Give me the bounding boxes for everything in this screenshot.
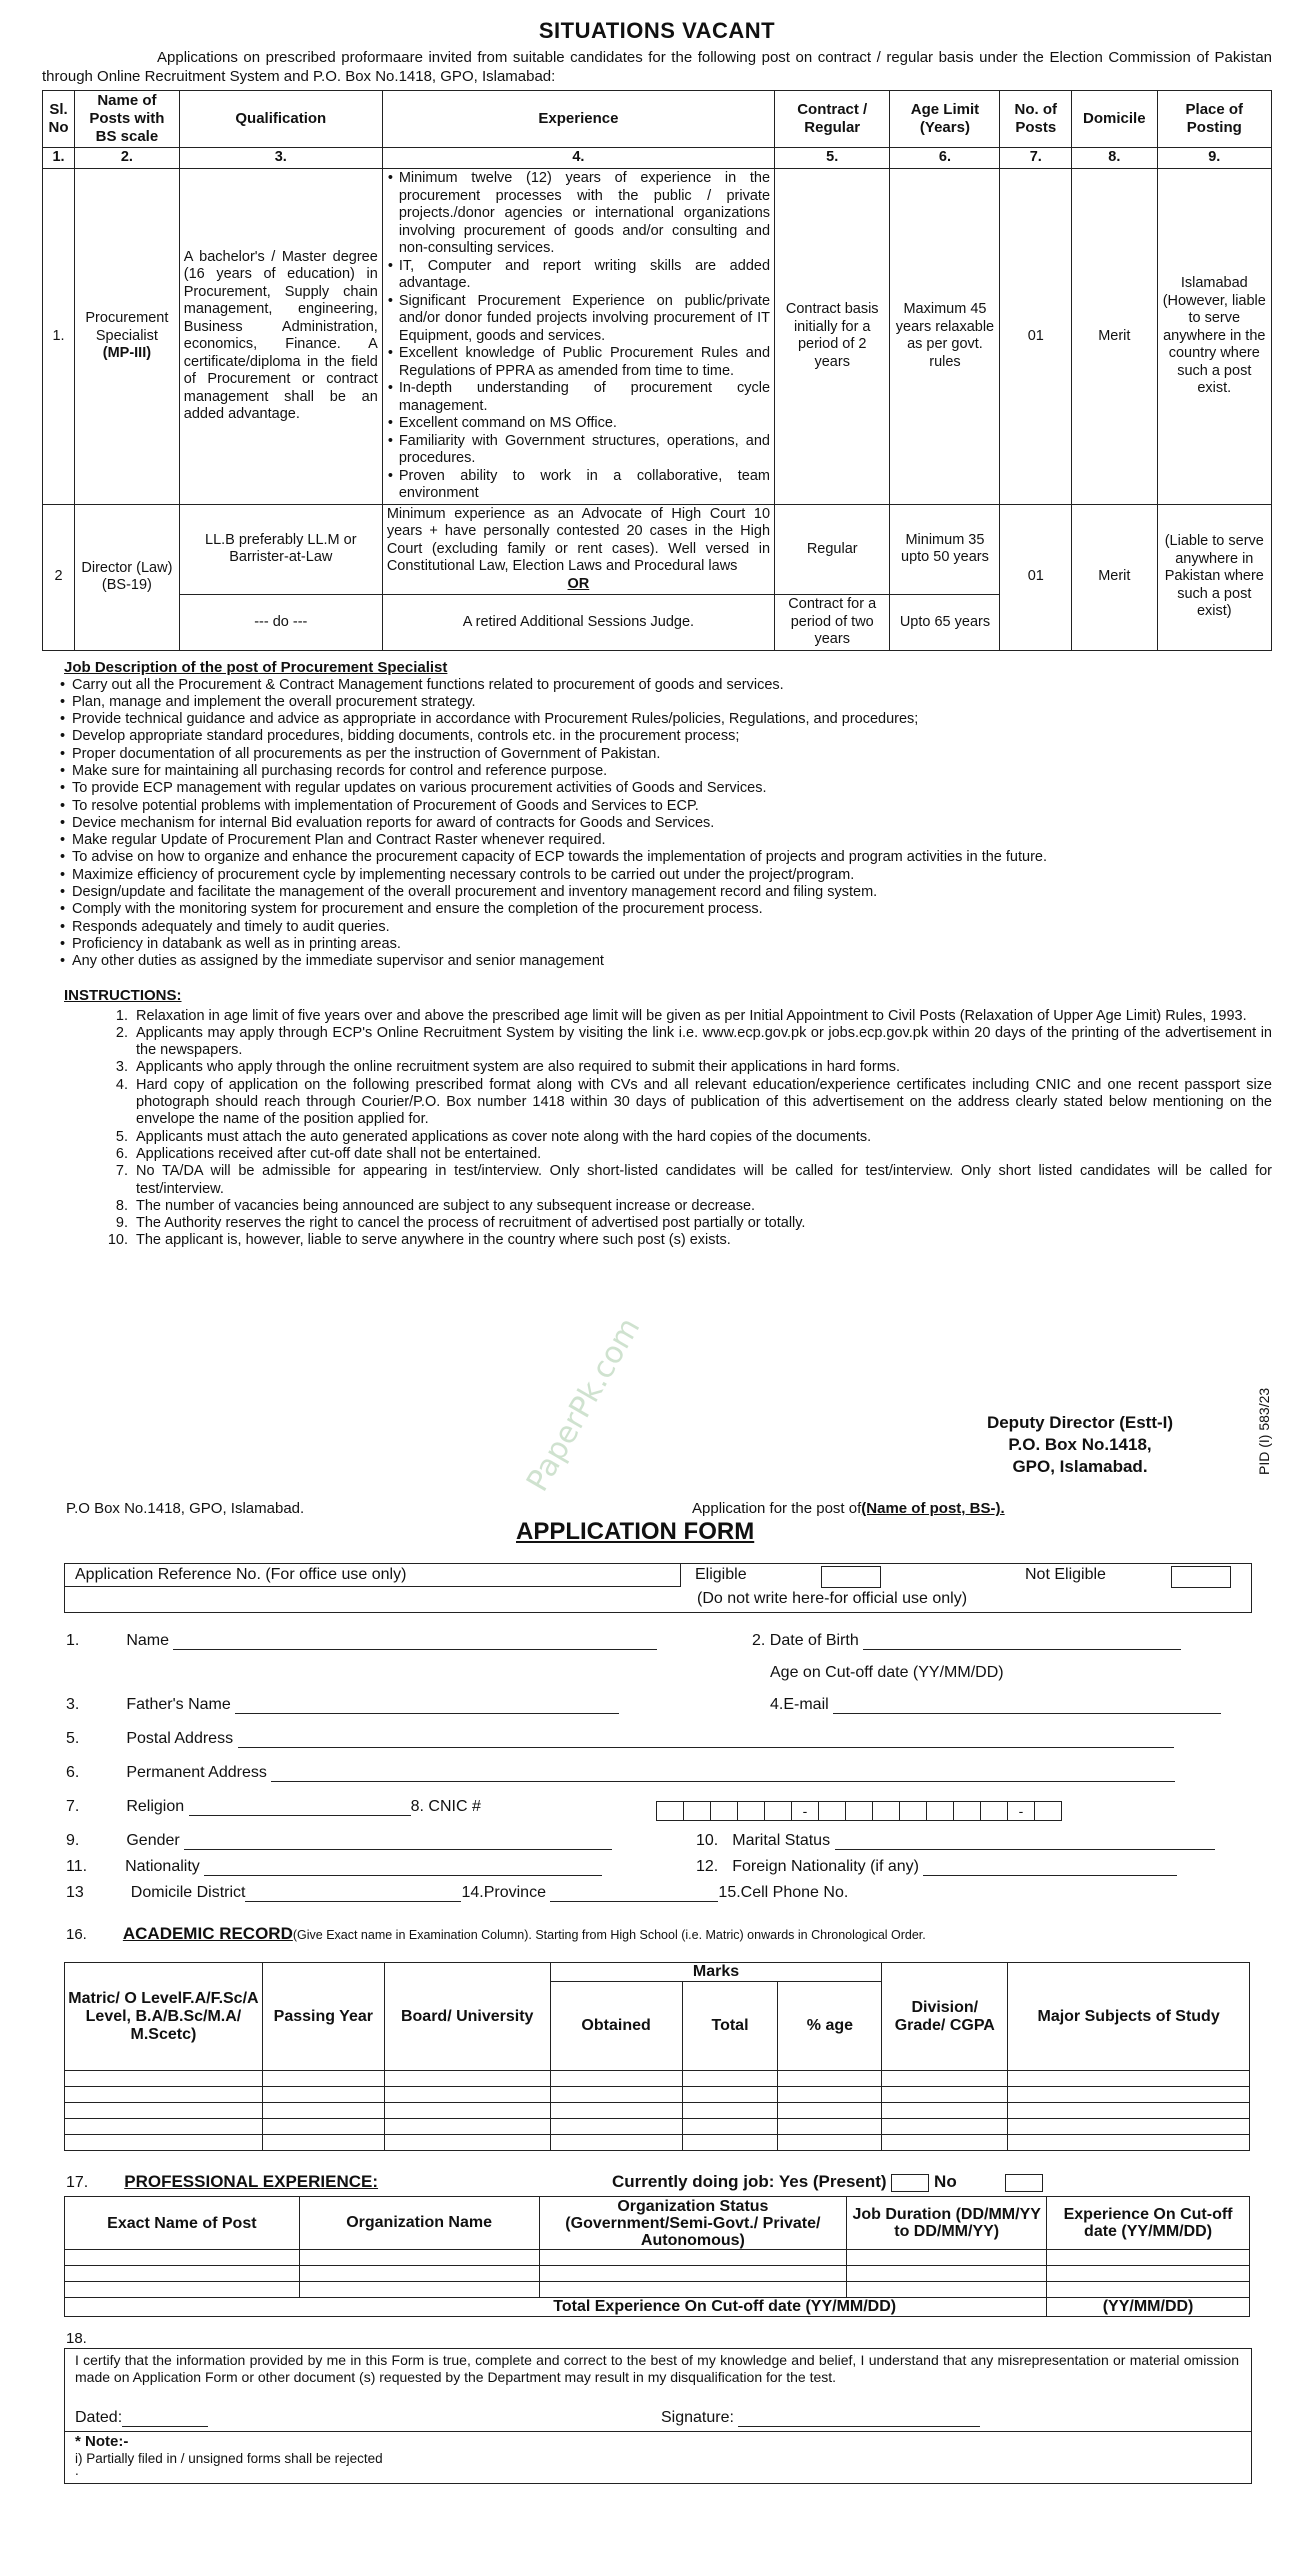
- cnic-digit-box[interactable]: [900, 1801, 927, 1821]
- field-father: [66, 1696, 619, 1714]
- watermark: PaperPk.com: [520, 1311, 648, 1498]
- dob-label: Date of Birth: [769, 1632, 859, 1649]
- instruction-item: 6. Applications received after cut-off date shall not be entertained.: [132, 1146, 1272, 1163]
- prof-header-duration: Job Duration (DD/MM/YY to DD/MM/YY): [847, 2197, 1047, 2250]
- currently-label: Currently doing job: Yes (Present): [612, 2172, 887, 2191]
- col-number: 6.: [890, 148, 1000, 169]
- experience-item: • Excellent knowledge of Public Procurement Rules and Regulations of PPRA as amended from time to time.: [399, 345, 770, 380]
- row1-post-scale: (MP-III): [102, 345, 152, 361]
- job-description-title: Job Description of the post of Procurement Specialist: [64, 658, 448, 676]
- foreign-input[interactable]: [923, 1861, 1177, 1876]
- marks-percentage: % age: [778, 1982, 882, 2071]
- jd-item: • Comply with the monitoring system for procurement and ensure the completion of the procurement process.: [64, 901, 1272, 918]
- prof-header-experience: Experience On Cut-off date (YY/MM/DD): [1047, 2197, 1250, 2250]
- header-domicile: Domicile: [1072, 91, 1157, 148]
- cnic-digit-box[interactable]: [711, 1801, 738, 1821]
- ref-label: Application Reference No. (For office use only): [75, 1566, 407, 1583]
- dob-input[interactable]: [863, 1635, 1181, 1650]
- field-number: 11.: [66, 1858, 88, 1875]
- professional-header-row: [65, 2197, 1250, 2250]
- row1-post-name: Procurement Specialist: [85, 310, 169, 344]
- no-checkbox[interactable]: [1005, 2174, 1043, 2192]
- cell-label: Cell Phone No.: [740, 1884, 849, 1901]
- row1-qualification: A bachelor's / Master degree (16 years of education) in Procurement, Supply chain management, engineering, Business Administration, economics, Finance. A certificate/diploma in the field of Procurement or contract management shall be an added advantage.: [179, 169, 382, 505]
- jd-item: • Maximize efficiency of procurement cycle by implementing necessary controls to be carried out under the project/program.: [64, 867, 1272, 884]
- professional-empty-row[interactable]: [65, 2282, 1250, 2298]
- jd-item: • Proficiency in databank as well as in printing areas.: [64, 936, 1272, 953]
- cnic-input-boxes[interactable]: [656, 1801, 1062, 1821]
- col-number: 8.: [1072, 148, 1157, 169]
- prof-header-post: Exact Name of Post: [65, 2197, 300, 2250]
- row1-domicile: Merit: [1072, 169, 1157, 505]
- email-label: E-mail: [783, 1696, 829, 1713]
- academic-empty-row[interactable]: [65, 2087, 1250, 2103]
- currently-doing-job: [612, 2172, 1043, 2192]
- jd-item: • To advise on how to organize and enhance the procurement capacity of ECP towards the implementation of projects and program activities in the future.: [64, 849, 1272, 866]
- professional-heading: [66, 2172, 378, 2192]
- row2-contract: Regular: [775, 504, 890, 595]
- cnic-digit-box[interactable]: [656, 1801, 684, 1821]
- header-sl: Sl. No: [43, 91, 75, 148]
- instruction-item: 5. Applicants must attach the auto generated applications as cover note along with the hard copies of the documents.: [132, 1129, 1272, 1146]
- cnic-label: CNIC #: [428, 1798, 481, 1815]
- row1-posts: 01: [1000, 169, 1072, 505]
- yes-checkbox[interactable]: [891, 2174, 929, 2192]
- email-input[interactable]: [833, 1699, 1221, 1714]
- domicile-input[interactable]: [245, 1887, 461, 1902]
- col-number: 3.: [179, 148, 382, 169]
- academic-table: [64, 1962, 1250, 2151]
- row2-experience-alt: A retired Additional Sessions Judge.: [382, 595, 774, 651]
- field-permanent: [66, 1764, 1175, 1782]
- cnic-digit-box[interactable]: [927, 1801, 954, 1821]
- header-experience: Experience: [382, 91, 774, 148]
- row2-age-alt: Upto 65 years: [890, 595, 1000, 651]
- academic-empty-row[interactable]: [65, 2135, 1250, 2151]
- col-number: 4.: [382, 148, 774, 169]
- instruction-item: 9. The Authority reserves the right to cancel the process of recruitment of advertised post partially or totally.: [132, 1215, 1272, 1232]
- permanent-label: Permanent Address: [126, 1764, 267, 1781]
- posts-header-row: [43, 91, 1272, 148]
- row2-experience-text: Minimum experience as an Advocate of High Court 10 years + have personally contested 20 cases in the High Court (excluding family or rent cases). Well versed in Constitutional Law, Election Laws and Procedural laws: [386, 505, 771, 574]
- field-number: 5.: [66, 1730, 80, 1747]
- signatory-address-2: GPO, Islamabad.: [1012, 1457, 1148, 1476]
- header-posts: No. of Posts: [1000, 91, 1072, 148]
- field-number: 10.: [696, 1832, 719, 1849]
- cnic-digit-box[interactable]: [684, 1801, 711, 1821]
- dated-input[interactable]: [122, 2412, 208, 2427]
- row1-age: Maximum 45 years relaxable as per govt. rules: [890, 169, 1000, 505]
- permanent-input[interactable]: [271, 1767, 1175, 1782]
- professional-empty-row[interactable]: [65, 2266, 1250, 2282]
- instruction-item: 7. No TA/DA will be admissible for appearing in test/interview. Only short-listed candidates will be called for test/interview. Only short listed candidates will be called for test/interview.: [132, 1163, 1272, 1198]
- header-place: Place of Posting: [1157, 91, 1271, 148]
- post-applied-blank: (Name of post, BS-).: [861, 1500, 1005, 1517]
- jd-item: • Carry out all the Procurement & Contract Management functions related to procurement of goods and services.: [64, 677, 1272, 694]
- signature-label: Signature:: [661, 2409, 734, 2426]
- academic-note: (Give Exact name in Examination Column). Starting from High School (i.e. Matric) onwards in Chronological Order.: [292, 1928, 926, 1942]
- row2-qualification-alt: --- do ---: [179, 595, 382, 651]
- row2-age: Minimum 35 upto 50 years: [890, 504, 1000, 595]
- office-use-box: [64, 1563, 1252, 1613]
- academic-header-marks: Marks: [550, 1963, 882, 1982]
- pid-number: PID (I) 583/23: [1256, 1387, 1272, 1475]
- declaration-text: I certify that the information provided by me in this Form is true, complete and correct to the best of my knowledge and belief, I understand that any misrepresentation or material omission made on Application Form or other document (s) requested by the Department may result in my disqualification for the test.: [75, 2352, 1239, 2385]
- total-experience-value: (YY/MM/DD): [1047, 2298, 1250, 2317]
- academic-header-year: Passing Year: [262, 1963, 384, 2071]
- instruction-item: 3. Applicants who apply through the online recruitment system are also required to submit their applications in hard forms.: [132, 1059, 1272, 1076]
- jd-item: • Design/update and facilitate the management of the overall procurement and inventory management record and filing system.: [64, 884, 1272, 901]
- field-number: 8.: [410, 1798, 424, 1815]
- jd-item: • Responds adequately and timely to audit queries.: [64, 919, 1272, 936]
- header-age: Age Limit (Years): [890, 91, 1000, 148]
- province-input[interactable]: [550, 1887, 718, 1902]
- age-cutoff-label: Age on Cut-off date (YY/MM/DD): [770, 1664, 1004, 1681]
- field-number: 1.: [66, 1632, 80, 1649]
- academic-header-board: Board/ University: [384, 1963, 550, 2071]
- signature-block: [960, 1412, 1200, 1478]
- jd-item: • Provide technical guidance and advice as appropriate in accordance with Procurement Rules/policies, Regulations, and procedures;: [64, 711, 1272, 728]
- experience-item: • In-depth understanding of procurement cycle management.: [399, 380, 770, 415]
- row2-post: Director (Law) (BS-19): [75, 504, 180, 650]
- cnic-digit-box[interactable]: [846, 1801, 873, 1821]
- father-label: Father's Name: [126, 1696, 231, 1713]
- row1-experience-list: [387, 170, 770, 503]
- post-row-director-law: [43, 504, 1272, 595]
- jd-item: • To provide ECP management with regular updates on various procurement activities of Goods and Services.: [64, 780, 1272, 797]
- column-number-row: [43, 148, 1272, 169]
- declaration-number: 18.: [66, 2330, 87, 2347]
- signature-field: [661, 2409, 980, 2427]
- cnic-dash: -: [792, 1801, 819, 1821]
- experience-item: • IT, Computer and report writing skills are added advantage.: [399, 258, 770, 293]
- foreign-label: Foreign Nationality (if any): [732, 1858, 919, 1875]
- cnic-digit-box[interactable]: [1035, 1801, 1062, 1821]
- field-number: 6.: [66, 1764, 80, 1781]
- nationality-label: Nationality: [125, 1858, 200, 1875]
- row2-contract-alt: Contract for a period of two years: [775, 595, 890, 651]
- domicile-label: Domicile District: [130, 1884, 246, 1901]
- application-form-title: APPLICATION FORM: [516, 1518, 755, 1545]
- row1-contract: Contract basis initially for a period of 2 years: [775, 169, 890, 505]
- field-religion: [66, 1798, 481, 1816]
- field-foreign: [696, 1858, 1177, 1876]
- field-domicile: [66, 1884, 848, 1902]
- total-experience-label: Total Experience On Cut-off date (YY/MM/DD): [65, 2298, 1047, 2317]
- col-number: 1.: [43, 148, 75, 169]
- instruction-item: 1. Relaxation in age limit of five years over and above the prescribed age limit will be given as per Initial Appointment to Civil Posts (Relaxation of Upper Age Limit) Rules, 1993.: [132, 1008, 1272, 1025]
- eligible-checkbox[interactable]: [821, 1566, 881, 1588]
- jd-item: • Any other duties as assigned by the immediate supervisor and senior management: [64, 953, 1272, 970]
- field-number: 12.: [696, 1858, 719, 1875]
- form-address: P.O Box No.1418, GPO, Islamabad.: [66, 1500, 305, 1517]
- father-input[interactable]: [235, 1699, 619, 1714]
- no-label: No: [934, 2172, 957, 2191]
- eligible-label: Eligible: [695, 1566, 747, 1583]
- prof-header-org: Organization Name: [299, 2197, 539, 2250]
- field-email: [770, 1696, 1221, 1714]
- province-label: Province: [483, 1884, 546, 1901]
- instructions-list: [42, 1008, 1272, 1250]
- field-dob: [752, 1632, 1181, 1650]
- religion-label: Religion: [126, 1798, 185, 1815]
- post-applied-label: Application for the post of: [692, 1500, 862, 1517]
- jd-item: • Make sure for maintaining all purchasing records for control and reference purpose.: [64, 763, 1272, 780]
- postal-label: Postal Address: [126, 1730, 234, 1747]
- instruction-item: 8. The number of vacancies being announced are subject to any subsequent increase or decrease.: [132, 1198, 1272, 1215]
- prof-header-status: Organization Status (Government/Semi-Govt./ Private/ Autonomous): [539, 2197, 847, 2250]
- cnic-digit-box[interactable]: [738, 1801, 765, 1821]
- row2-or: OR: [567, 575, 590, 592]
- row2-sl: 2: [43, 504, 75, 650]
- cnic-digit-box[interactable]: [819, 1801, 846, 1821]
- row2-domicile: Merit: [1072, 504, 1157, 650]
- jd-item: • Device mechanism for internal Bid evaluation reports for award of contracts for Goods and Services.: [64, 815, 1272, 832]
- professional-number: 17.: [66, 2174, 89, 2191]
- office-note: (Do not write here-for official use only): [697, 1590, 968, 1607]
- instruction-item: 4. Hard copy of application on the following prescribed format along with CVs and all relevant education/experience certificates including CNIC and one recent passport size photograph should reach through Courier/P.O. Box number 1418 within 30 days of publication of this advertisement on the address clearly stated below mentioning on the envelope the name of the position applied for.: [132, 1077, 1272, 1129]
- instruction-item: 10. The applicant is, however, liable to serve anywhere in the country where such post (s) exists.: [132, 1232, 1272, 1249]
- col-number: 2.: [75, 148, 180, 169]
- row2-posts: 01: [1000, 504, 1072, 650]
- advertisement-page: [42, 18, 1272, 1250]
- academic-header-subjects: Major Subjects of Study: [1008, 1963, 1250, 2071]
- not-eligible-checkbox[interactable]: [1171, 1566, 1231, 1588]
- signatory-address-1: P.O. Box No.1418,: [1008, 1435, 1152, 1454]
- declaration-divider: [65, 2431, 1251, 2432]
- academic-heading: [66, 1924, 926, 1944]
- professional-total-row: [65, 2298, 1250, 2317]
- field-number: 7.: [66, 1798, 80, 1815]
- header-post: Name of Posts with BS scale: [75, 91, 180, 148]
- academic-empty-row[interactable]: [65, 2119, 1250, 2135]
- academic-empty-row[interactable]: [65, 2103, 1250, 2119]
- note-item: i) Partially filed in / unsigned forms shall be rejected: [75, 2451, 383, 2466]
- academic-number: 16.: [66, 1926, 87, 1943]
- field-postal: [66, 1730, 1174, 1748]
- marital-label: Marital Status: [732, 1832, 831, 1849]
- field-nationality: [66, 1858, 602, 1876]
- field-name: [66, 1632, 657, 1650]
- field-number: 15.: [718, 1884, 741, 1901]
- signature-input[interactable]: [738, 2412, 980, 2427]
- field-number: 13: [66, 1884, 84, 1901]
- experience-item: • Familiarity with Government structures, operations, and procedures.: [399, 433, 770, 468]
- col-number: 9.: [1157, 148, 1271, 169]
- experience-item: • Proven ability to work in a collaborative, team environment: [399, 468, 770, 503]
- signatory-title: Deputy Director (Estt-I): [986, 1413, 1174, 1432]
- jd-item: • Develop appropriate standard procedures, bidding documents, controls etc. in the procurement process;: [64, 728, 1272, 745]
- jd-item: • Make regular Update of Procurement Plan and Contract Raster whenever required.: [64, 832, 1272, 849]
- academic-header-exam: Matric/ O LevelF.A/F.Sc/A Level, B.A/B.Sc/M.A/ M.Scetc): [65, 1963, 263, 2071]
- header-qualification: Qualification: [179, 91, 382, 148]
- nationality-input[interactable]: [204, 1861, 602, 1876]
- professional-table: [64, 2196, 1250, 2317]
- name-label: Name: [126, 1632, 170, 1649]
- professional-title: PROFESSIONAL EXPERIENCE:: [124, 2172, 379, 2191]
- experience-item: • Excellent command on MS Office.: [399, 415, 770, 433]
- intro-paragraph: Applications on prescribed proformaare invited from suitable candidates for the following post on contract / regular basis under the Election Commission of Pakistan through Online Recruitment System and P.O. Box No.1418, GPO, Islamabad:: [42, 49, 1272, 85]
- row2-experience: [382, 504, 774, 595]
- posts-table: [42, 90, 1272, 651]
- jd-item: • To resolve potential problems with implementation of Procurement of Goods and Services to ECP.: [64, 798, 1272, 815]
- note-title: * Note:-: [75, 2433, 129, 2450]
- cnic-digit-box[interactable]: [954, 1801, 981, 1821]
- row1-sl: 1.: [43, 169, 75, 505]
- name-input[interactable]: [173, 1635, 657, 1650]
- jd-item: • Plan, manage and implement the overall procurement strategy.: [64, 694, 1272, 711]
- gender-input[interactable]: [184, 1835, 612, 1850]
- marital-input[interactable]: [835, 1835, 1215, 1850]
- cnic-digit-box[interactable]: [765, 1801, 792, 1821]
- page-title: SITUATIONS VACANT: [538, 18, 776, 43]
- job-description-list: [42, 677, 1272, 971]
- field-number: 9.: [66, 1832, 80, 1849]
- not-eligible-label: Not Eligible: [1025, 1566, 1106, 1583]
- field-gender: [66, 1832, 612, 1850]
- academic-header-row: [65, 1963, 1250, 1982]
- dated-field: [75, 2409, 208, 2427]
- professional-empty-row[interactable]: [65, 2250, 1250, 2266]
- header-contract: Contract / Regular: [775, 91, 890, 148]
- row1-post: [75, 169, 180, 505]
- jd-item: • Proper documentation of all procurements as per the instruction of Government of Pakistan.: [64, 746, 1272, 763]
- field-number: 4.: [770, 1696, 784, 1713]
- gender-label: Gender: [126, 1832, 180, 1849]
- row2-qualification: LL.B preferably LL.M or Barrister-at-Law: [179, 504, 382, 595]
- post-row-procurement: [43, 169, 1272, 505]
- dated-label: Dated:: [75, 2409, 123, 2426]
- academic-empty-row[interactable]: [65, 2071, 1250, 2087]
- instructions-title: INSTRUCTIONS:: [64, 986, 182, 1004]
- field-marital: [696, 1832, 1215, 1850]
- experience-item: • Significant Procurement Experience on public/private and/or donor funded projects involving procurement of IT Equipment, goods and services.: [399, 293, 770, 346]
- col-number: 7.: [1000, 148, 1072, 169]
- cnic-digit-box[interactable]: [981, 1801, 1008, 1821]
- experience-item: • Minimum twelve (12) years of experience in the procurement processes with the public / private projects./donor agencies or international organizations involving procurement of goods and/or consulting and non-consulting services.: [399, 170, 770, 258]
- academic-header-division: Division/ Grade/ CGPA: [882, 1963, 1008, 2071]
- declaration-box: [64, 2348, 1252, 2484]
- row1-place: Islamabad (However, liable to serve anywhere in the country where such a post exist.: [1157, 169, 1271, 505]
- field-number: 14.: [461, 1884, 484, 1901]
- row2-place: (Liable to serve anywhere in Pakistan where such a post exist): [1157, 504, 1271, 650]
- col-number: 5.: [775, 148, 890, 169]
- row1-experience: [382, 169, 774, 505]
- marks-total: Total: [682, 1982, 778, 2071]
- field-number: 2.: [752, 1632, 766, 1649]
- cnic-dash: -: [1008, 1801, 1035, 1821]
- cnic-digit-box[interactable]: [873, 1801, 900, 1821]
- instruction-item: 2. Applicants may apply through ECP's Online Recruitment System by visiting the link i.e. www.ecp.gov.pk or jobs.ecp.gov.pk within 20 days of the printing of the advertisement in the newspapers.: [132, 1025, 1272, 1060]
- note-item: .: [75, 2463, 79, 2478]
- post-applied: [692, 1500, 1005, 1517]
- postal-input[interactable]: [238, 1733, 1174, 1748]
- academic-title: ACADEMIC RECORD: [122, 1924, 293, 1943]
- marks-obtained: Obtained: [550, 1982, 682, 2071]
- religion-input[interactable]: [189, 1801, 411, 1816]
- field-number: 3.: [66, 1696, 80, 1713]
